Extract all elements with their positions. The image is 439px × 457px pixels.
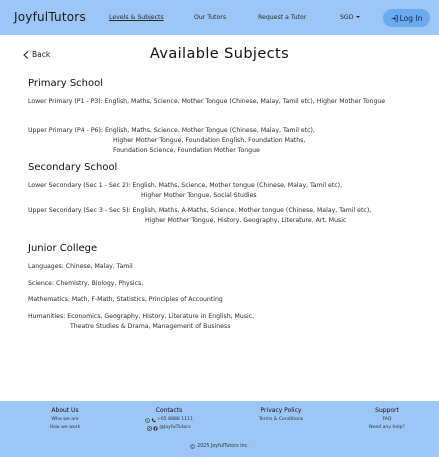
phone-icon bbox=[151, 418, 156, 423]
footer-privacy-title[interactable]: Privacy Policy bbox=[260, 407, 302, 414]
footer-link-terms[interactable]: Terms & Conditions bbox=[258, 417, 304, 422]
brand-logo[interactable]: JoyfulTutors bbox=[14, 10, 86, 24]
secondary-upper-subjects bbox=[28, 206, 371, 226]
chevron-down-icon bbox=[356, 16, 360, 18]
footer-contacts-title: Contacts bbox=[155, 407, 183, 414]
footer-phone-row[interactable] bbox=[140, 416, 198, 424]
copyright-icon bbox=[190, 444, 195, 449]
back-label: Back bbox=[32, 50, 51, 59]
secondary-lower-subjects bbox=[28, 181, 342, 201]
footer-social-row[interactable] bbox=[140, 424, 198, 432]
footer-link-need-help[interactable]: Need any help? bbox=[369, 425, 405, 430]
footer-support-title[interactable]: Support bbox=[375, 407, 399, 414]
primary-upper-subjects bbox=[28, 126, 315, 156]
login-label: Log In bbox=[399, 13, 423, 23]
page-title: Available Subjects bbox=[149, 46, 290, 62]
currency-dropdown[interactable] bbox=[340, 14, 360, 21]
login-button[interactable] bbox=[383, 9, 430, 27]
nav-link-levels-subjects[interactable]: Levels & Subjects bbox=[109, 14, 164, 21]
jc-languages: Languages: Chinese, Malay, Tamil bbox=[28, 263, 133, 270]
section-title-secondary: Secondary School bbox=[28, 162, 118, 173]
footer-link-faq[interactable]: FAQ bbox=[382, 417, 392, 422]
copyright-notice bbox=[0, 444, 439, 449]
footer-link-how-we-work[interactable]: How we work bbox=[49, 425, 81, 430]
secondary-lower-line-2: Higher Mother Tongue, Social Studies bbox=[141, 192, 257, 199]
jc-science: Science: Chemistry, Biology, Physics, bbox=[28, 280, 144, 287]
footer-support-column bbox=[362, 407, 412, 432]
secondary-upper-line-2: Higher Mother Tongue, History, Geography, Literature, Art, Music bbox=[145, 217, 347, 224]
top-navbar bbox=[0, 0, 439, 35]
nav-link-our-tutors[interactable]: Our Tutors bbox=[194, 14, 227, 21]
footer-about-column bbox=[45, 407, 85, 432]
primary-upper-line-1: Upper Primary (P4 - P6): English, Maths, Science, Mother Tongue (Chinese, Malay, Tamil etc), bbox=[28, 127, 315, 134]
facebook-icon bbox=[153, 426, 158, 431]
instagram-icon bbox=[147, 426, 152, 431]
jc-humanities-line-1: Humanities: Economics, Geography, History, Literature in English, Music, bbox=[28, 313, 255, 320]
jc-mathematics: Mathematics: Math, F-Math, Statistics, Principles of Accounting bbox=[28, 296, 223, 303]
nav-link-request-tutor[interactable]: Request a Tutor bbox=[258, 14, 307, 21]
section-title-junior-college: Junior College bbox=[28, 243, 98, 254]
footer-social-handle: @JoyfulTutors bbox=[159, 425, 191, 430]
footer-link-who-we-are[interactable]: Who we are bbox=[51, 417, 79, 422]
footer-about-title[interactable]: About Us bbox=[51, 407, 79, 414]
copyright-text: 2025 JoyfulTutors Inc. bbox=[197, 444, 249, 449]
secondary-upper-line-1: Upper Secondary (Sec 3 - Sec 5): English, Maths, A-Maths, Science, Mother tongue (Chinese, Malay, Tamil etc), bbox=[28, 207, 372, 214]
whatsapp-icon bbox=[145, 418, 150, 423]
secondary-lower-line-1: Lower Secondary (Sec 1 - Sec 2): English, Maths, Science, Mother tongue (Chinese, Malay, Tamil etc), bbox=[28, 182, 343, 189]
primary-lower-subjects: Lower Primary (P1 - P3): English, Maths, Science, Mother Tongue (Chinese, Malay, Tamil etc), Higher Mother Tongue bbox=[28, 98, 386, 105]
jc-humanities-line-2: Theatre Studies & Drama, Management of Business bbox=[70, 323, 231, 330]
footer-contacts-column bbox=[140, 407, 198, 432]
footer-phone-number: +65 8888 1111 bbox=[157, 417, 193, 422]
currency-label: SGD bbox=[340, 14, 354, 21]
primary-upper-line-2: Higher Mother Tongue, Foundation English, Foundation Maths, bbox=[113, 137, 306, 144]
primary-upper-line-3: Foundation Science, Foundation Mother Tongue bbox=[113, 147, 260, 154]
footer-privacy-column bbox=[256, 407, 306, 424]
login-icon bbox=[391, 15, 398, 22]
section-title-primary: Primary School bbox=[28, 78, 104, 89]
jc-humanities bbox=[28, 312, 254, 332]
